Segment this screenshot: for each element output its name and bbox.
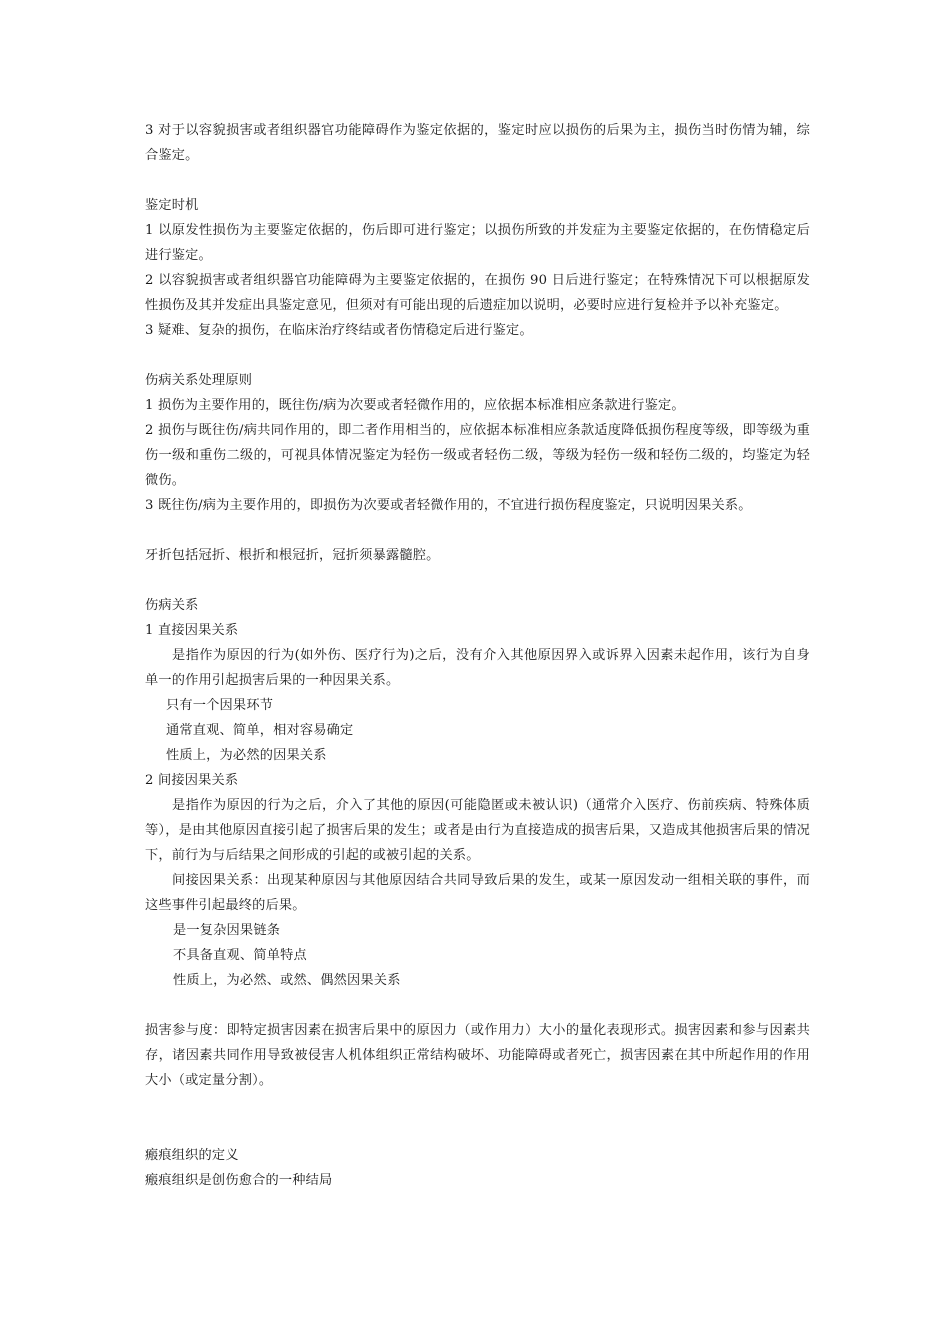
subsection-heading-indirect: 2 间接因果关系 [145, 773, 239, 788]
spacer [145, 1093, 810, 1143]
list-item: 性质上，为必然、或然、偶然因果关系 [173, 973, 401, 988]
list-item: 通常直观、简单，相对容易确定 [166, 723, 354, 738]
spacer [145, 568, 810, 593]
definition-indirect: 是指作为原因的行为之后，介入了其他的原因(可能隐匿或未被认识)（通常介入医疗、伤前疾病、特殊体质等），是由其他原因直接引起了损害后果的发生；或者是由行为直接造成的损害后果，又造成其他损害后果的情况下，前行为与后结果之间形成的引起的或被引起的关系。 [145, 798, 810, 863]
paragraph-damage-participation: 损害参与度：即特定损害因素在损害后果中的原因力（或作用力）大小的量化表现形式。损害因素和参与因素共存，诸因素共同作用导致被侵害人机体组织正常结构破坏、功能障碍或者死亡，损害因素在其中所起作用的作用大小（或定量分割）。 [145, 1023, 810, 1088]
definition-direct: 是指作为原因的行为(如外伤、医疗行为)之后，没有介入其他原因界入或诉界入因素未起作用，该行为自身单一的作用引起损害后果的一种因果关系。 [145, 648, 810, 688]
paragraph-appraisal-basis: 3 对于以容貌损害或者组织器官功能障碍作为鉴定依据的，鉴定时应以损伤的后果为主，损伤当时伤情为辅，综合鉴定。 [145, 123, 810, 163]
list-item: 1 以原发性损伤为主要鉴定依据的，伤后即可进行鉴定；以损伤所致的并发症为主要鉴定依据的，在伤情稳定后进行鉴定。 [145, 223, 810, 263]
definition-indirect-2: 间接因果关系：出现某种原因与其他原因结合共同导致后果的发生，或某一原因发动一组相关联的事件，而这些事件引起最终的后果。 [145, 873, 810, 913]
list-item: 3 既往伤/病为主要作用的，即损伤为次要或者轻微作用的，不宜进行损伤程度鉴定，只说明因果关系。 [145, 498, 752, 513]
paragraph-tooth-fracture: 牙折包括冠折、根折和根冠折，冠折须暴露髓腔。 [145, 548, 440, 563]
list-item: 不具备直观、简单特点 [173, 948, 307, 963]
spacer [145, 168, 810, 193]
spacer [145, 518, 810, 543]
section-heading: 伤病关系 [145, 598, 199, 613]
list-item: 只有一个因果环节 [166, 698, 274, 713]
list-item: 2 以容貌损害或者组织器官功能障碍为主要鉴定依据的，在损伤 90 日后进行鉴定；在特殊情况下可以根据原发性损伤及其并发症出具鉴定意见，但须对有可能出现的后遗症加以说明，必要时应进行复检并予以补充鉴定。 [145, 273, 810, 313]
section-scar-definition [145, 1143, 810, 1193]
subsection-heading-direct: 1 直接因果关系 [145, 623, 239, 638]
list-item: 2 损伤与既往伤/病共同作用的，即二者作用相当的，应依据本标准相应条款适度降低损伤程度等级，即等级为重伤一级和重伤二级的，可视具体情况鉴定为轻伤一级或者轻伤二级，等级为轻伤一级和轻伤二级的，均鉴定为轻微伤。 [145, 423, 810, 488]
document-page [145, 118, 810, 1193]
paragraph-scar: 瘢痕组织是创伤愈合的一种结局 [145, 1173, 333, 1188]
section-injury-disease-principle [145, 368, 810, 518]
list-item: 3 疑难、复杂的损伤，在临床治疗终结或者伤情稳定后进行鉴定。 [145, 323, 533, 338]
section-injury-disease-relation [145, 593, 810, 993]
section-heading: 鉴定时机 [145, 198, 199, 213]
section-appraisal-timing [145, 193, 810, 343]
section-heading: 伤病关系处理原则 [145, 373, 253, 388]
spacer [145, 343, 810, 368]
list-item: 是一复杂因果链条 [173, 923, 281, 938]
list-item: 1 损伤为主要作用的，既往伤/病为次要或者轻微作用的，应依据本标准相应条款进行鉴定。 [145, 398, 685, 413]
section-heading: 瘢痕组织的定义 [145, 1148, 239, 1163]
list-item: 性质上，为必然的因果关系 [166, 748, 327, 763]
spacer [145, 993, 810, 1018]
